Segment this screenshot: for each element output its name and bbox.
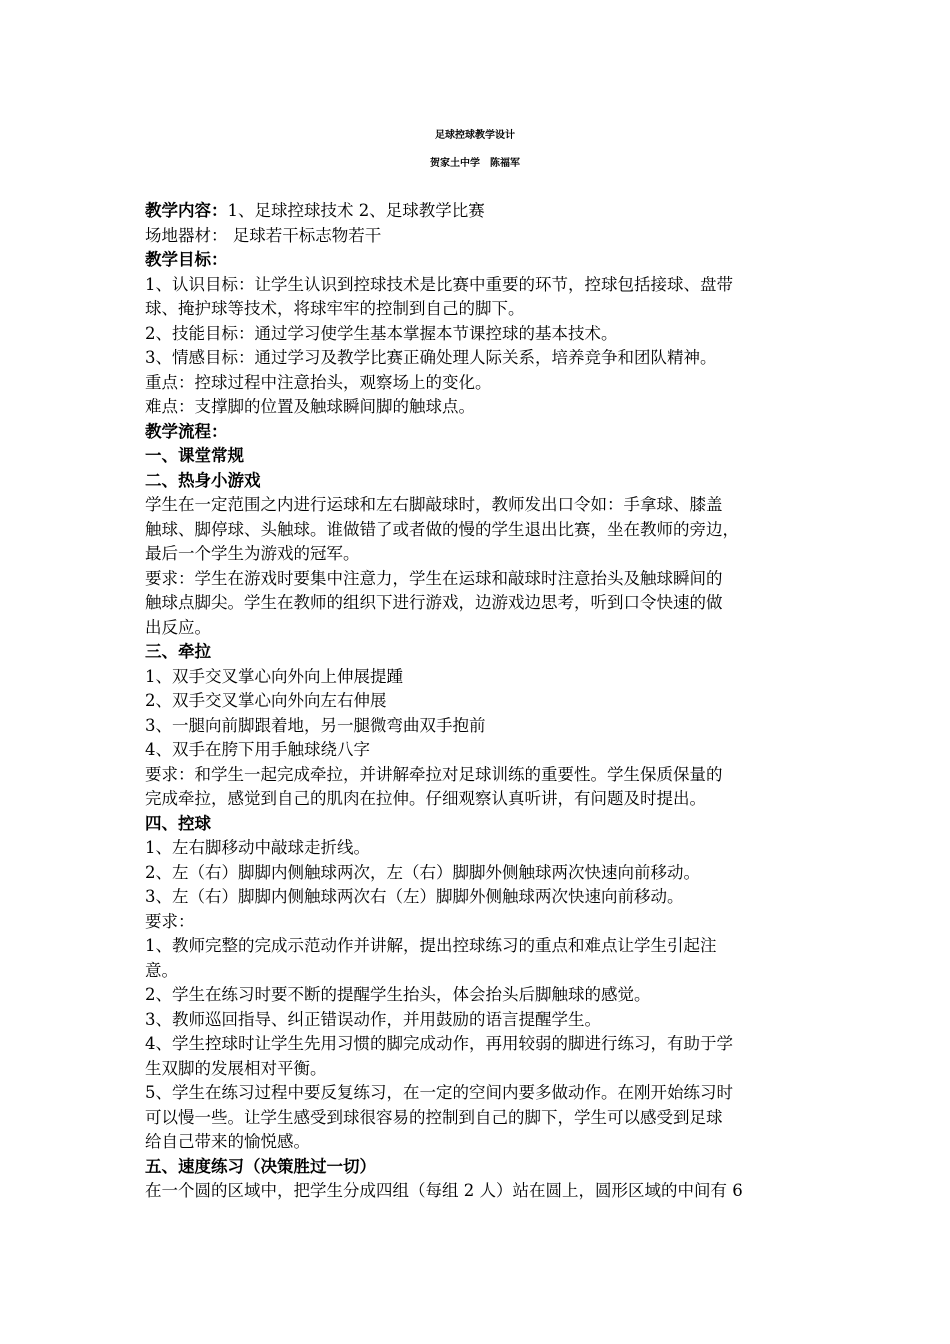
- paragraph-line: 重点：控球过程中注意抬头，观察场上的变化。: [145, 372, 492, 392]
- paragraph-line: 3、教师巡回指导、纠正错误动作，并用鼓励的语言提醒学生。: [145, 1009, 601, 1029]
- title-line-2: 贺家土中学 陈福军: [430, 158, 520, 169]
- document-title: [0, 122, 950, 178]
- paragraph-line: 要求：和学生一起完成牵拉，并讲解牵拉对足球训练的重要性。学生保质保量的: [145, 764, 723, 784]
- paragraph-line: 2、技能目标：通过学习使学生基本掌握本节课控球的基本技术。: [145, 323, 618, 343]
- paragraph-line: 3、一腿向前脚跟着地，另一腿微弯曲双手抱前: [145, 715, 486, 735]
- paragraph-line: 完成牵拉，感觉到自己的肌肉在拉伸。仔细观察认真听讲，有问题及时提出。: [145, 789, 706, 808]
- paragraph-line: 意。: [145, 960, 178, 980]
- content-line: [145, 199, 810, 224]
- paragraph-line: 3、情感目标：通过学习及教学比赛正确处理人际关系，培养竞争和团队精神。: [145, 348, 717, 367]
- document-body: [145, 199, 810, 1204]
- paragraph-line: 1、双手交叉掌心向外向上伸展提踵: [145, 666, 403, 686]
- section-heading-speed: 五、速度练习（决策胜过一切）: [145, 1156, 376, 1176]
- paragraph-line: 出反应。: [145, 617, 211, 637]
- paragraph-line: 最后一个学生为游戏的冠军。: [145, 544, 360, 563]
- paragraph-line: 2、左（右）脚脚内侧触球两次，左（右）脚脚外侧触球两次快速向前移动。: [145, 862, 700, 882]
- paragraph-line: 4、双手在胯下用手触球绕八字: [145, 740, 370, 759]
- paragraph-line: 4、学生控球时让学生先用习惯的脚完成动作，再用较弱的脚进行练习，有助于学: [145, 1034, 733, 1053]
- section-heading-stretch: 三、牵拉: [145, 642, 211, 661]
- paragraph-line: 可以慢一些。让学生感受到球很容易的控制到自己的脚下，学生可以感受到足球: [145, 1107, 723, 1127]
- section-heading-ball-control: 四、控球: [145, 813, 211, 833]
- paragraph-line: 球、掩护球等技术，将球牢牢的控制到自己的脚下。: [145, 299, 525, 318]
- paragraph-line: 2、双手交叉掌心向外向左右伸展: [145, 691, 387, 710]
- section-heading-process: 教学流程：: [145, 421, 228, 441]
- paragraph-line: 1、认识目标：让学生认识到控球技术是比赛中重要的环节，控球包括接球、盘带: [145, 274, 733, 294]
- paragraph-line: 给自己带来的愉悦感。: [145, 1132, 310, 1151]
- paragraph-line: 要求：学生在游戏时要集中注意力，学生在运球和敲球时注意抬头及触球瞬间的: [145, 568, 723, 588]
- paragraph-line: 学生在一定范围之内进行运球和左右脚敲球时，教师发出口令如：手拿球、膝盖: [145, 495, 723, 514]
- paragraph-line: 1、左右脚移动中敲球走折线。: [145, 838, 370, 857]
- paragraph-line: 2、学生在练习时要不断的提醒学生抬头，体会抬头后脚触球的感觉。: [145, 985, 651, 1004]
- paragraph-line: 难点：支撑脚的位置及触球瞬间脚的触球点。: [145, 397, 475, 416]
- title-line-1: 足球控球教学设计: [435, 130, 515, 141]
- content-value: 1、足球控球技术 2、足球教学比赛: [227, 201, 485, 220]
- paragraph-line: 触球点脚尖。学生在教师的组织下进行游戏，边游戏边思考，听到口令快速的做: [145, 593, 723, 612]
- paragraph-line: 生双脚的发展相对平衡。: [145, 1058, 327, 1078]
- paragraph-line: 要求：: [145, 911, 195, 931]
- section-heading-warmup: 二、热身小游戏: [145, 470, 261, 490]
- paragraph-line: 5、学生在练习过程中要反复练习，在一定的空间内要多做动作。在刚开始练习时: [145, 1083, 733, 1102]
- content-label: 教学内容：: [145, 201, 228, 220]
- paragraph-line: 3、左（右）脚脚内侧触球两次右（左）脚脚外侧触球两次快速向前移动。: [145, 887, 684, 906]
- equipment-line: 场地器材： 足球若干标志物若干: [145, 225, 382, 245]
- paragraph-line: 触球、脚停球、头触球。谁做错了或者做的慢的学生退出比赛，坐在教师的旁边，: [145, 519, 739, 539]
- paragraph-line: 1、教师完整的完成示范动作并讲解，提出控球练习的重点和难点让学生引起注: [145, 936, 717, 955]
- section-heading-objectives: 教学目标：: [145, 250, 228, 269]
- paragraph-line: 在一个圆的区域中，把学生分成四组（每组 2 人）站在圆上，圆形区域的中间有 6: [145, 1181, 743, 1200]
- section-heading-routine: 一、课堂常规: [145, 446, 244, 465]
